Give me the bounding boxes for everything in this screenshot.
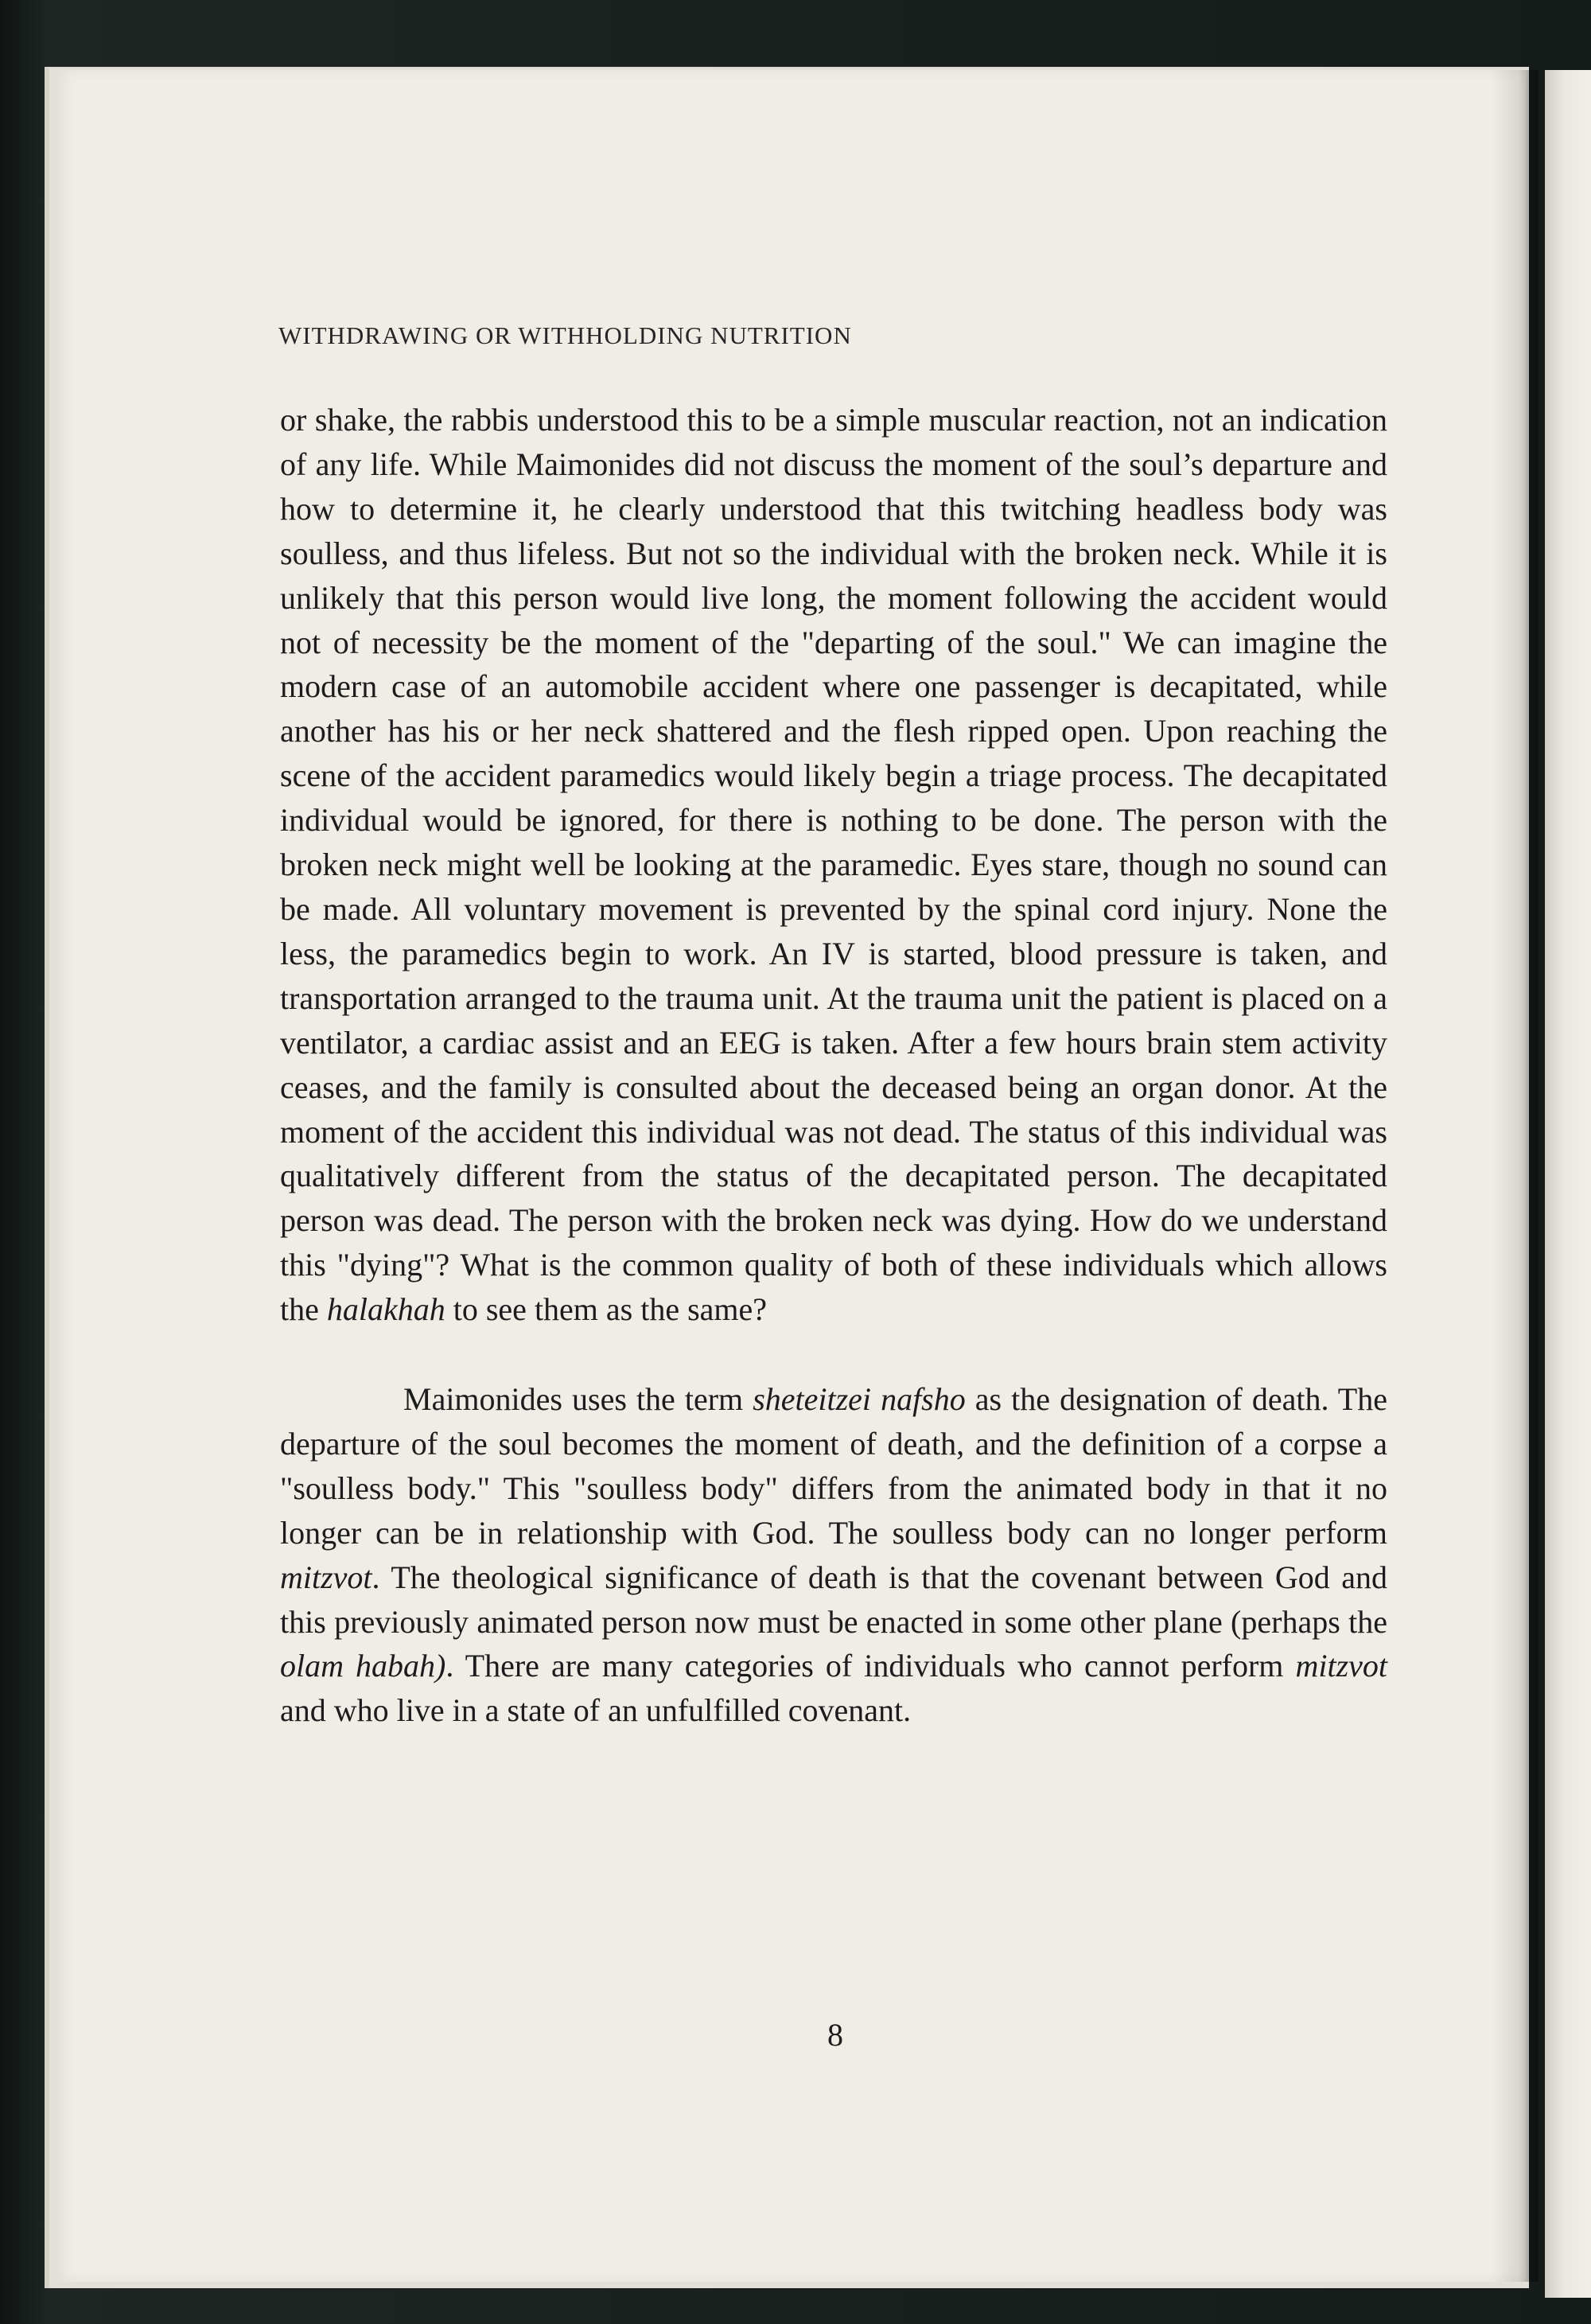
italic-term: halakhah <box>326 1291 445 1328</box>
text-run: or shake, the rabbis understood this to be a simple muscular reaction, not an indication of any life. While Maimonides did not discuss the moment of the soul’s departure and how to determine it, he clearly understood that this twitching headless body was soulless, and thus lifeless. But not so the individual with the broken neck. While it is unlikely that this person would live long, the moment following the accident would not of necessity be the moment of the "departing of the soul." We can imagine the modern case of an automobile accident where one passenger is decapitated, while another has his or her neck shattered and the flesh ripped open. Upon reaching the scene of the accident paramedics would likely begin a triage process. The decapitated individual would be ignored, for there is nothing to be done. The person with the broken neck might well be looking at the paramedic. Eyes stare, though no sound can be made. All voluntary movement is prevented by the spinal cord injury. None the less, the paramedics begin to work. An IV is started, blood pressure is taken, and transportation arranged to the trauma unit. At the trauma unit the patient is placed on a ventilator, a cardiac assist and an EEG is taken. After a few hours brain stem activity ceases, and the family is consulted about the deceased being an organ donor. At the moment of the accident this individual was not dead. The status of this individual was qualitatively different from the status of the decapitated person. The decapitated person was dead. The person with the broken neck was dying. How do we understand this "dying"? What is the common quality of both of these individuals which allows the <box>280 402 1387 1328</box>
facing-page-edge <box>1545 70 1591 2298</box>
italic-term: mitzvot <box>280 1559 372 1595</box>
text-run: to see them as the same? <box>445 1291 768 1328</box>
italic-term: sheteitzei nafsho <box>753 1381 966 1418</box>
italic-term: mitzvot <box>1295 1648 1387 1684</box>
page-number: 8 <box>827 2017 843 2053</box>
text-run: Maimonides uses the term <box>403 1381 753 1418</box>
text-run: as the designation of death. The departure of the soul becomes the moment of death, and the definition of a corpse a "soulless body." This "soulless body" differs from the animated body in that it no longer can be in relationship with God. The soulless body can no longer perform <box>280 1381 1387 1551</box>
paragraph-1 <box>280 398 1387 1332</box>
italic-term: olam habah) <box>280 1648 446 1684</box>
text-run: . The theological significance of death is that the covenant between God and this previously animated person now must be enacted in some other plane (perhaps the <box>280 1559 1387 1640</box>
page-gutter-shadow <box>1492 70 1538 2282</box>
body-text <box>280 398 1387 1733</box>
paragraph-2 <box>280 1377 1387 1733</box>
running-head: WITHDRAWING OR WITHHOLDING NUTRITION <box>278 321 852 349</box>
text-run: . There are many categories of individuals who cannot perform <box>445 1648 1296 1684</box>
text-run: and who live in a state of an unfulfilled covenant. <box>280 1692 912 1729</box>
